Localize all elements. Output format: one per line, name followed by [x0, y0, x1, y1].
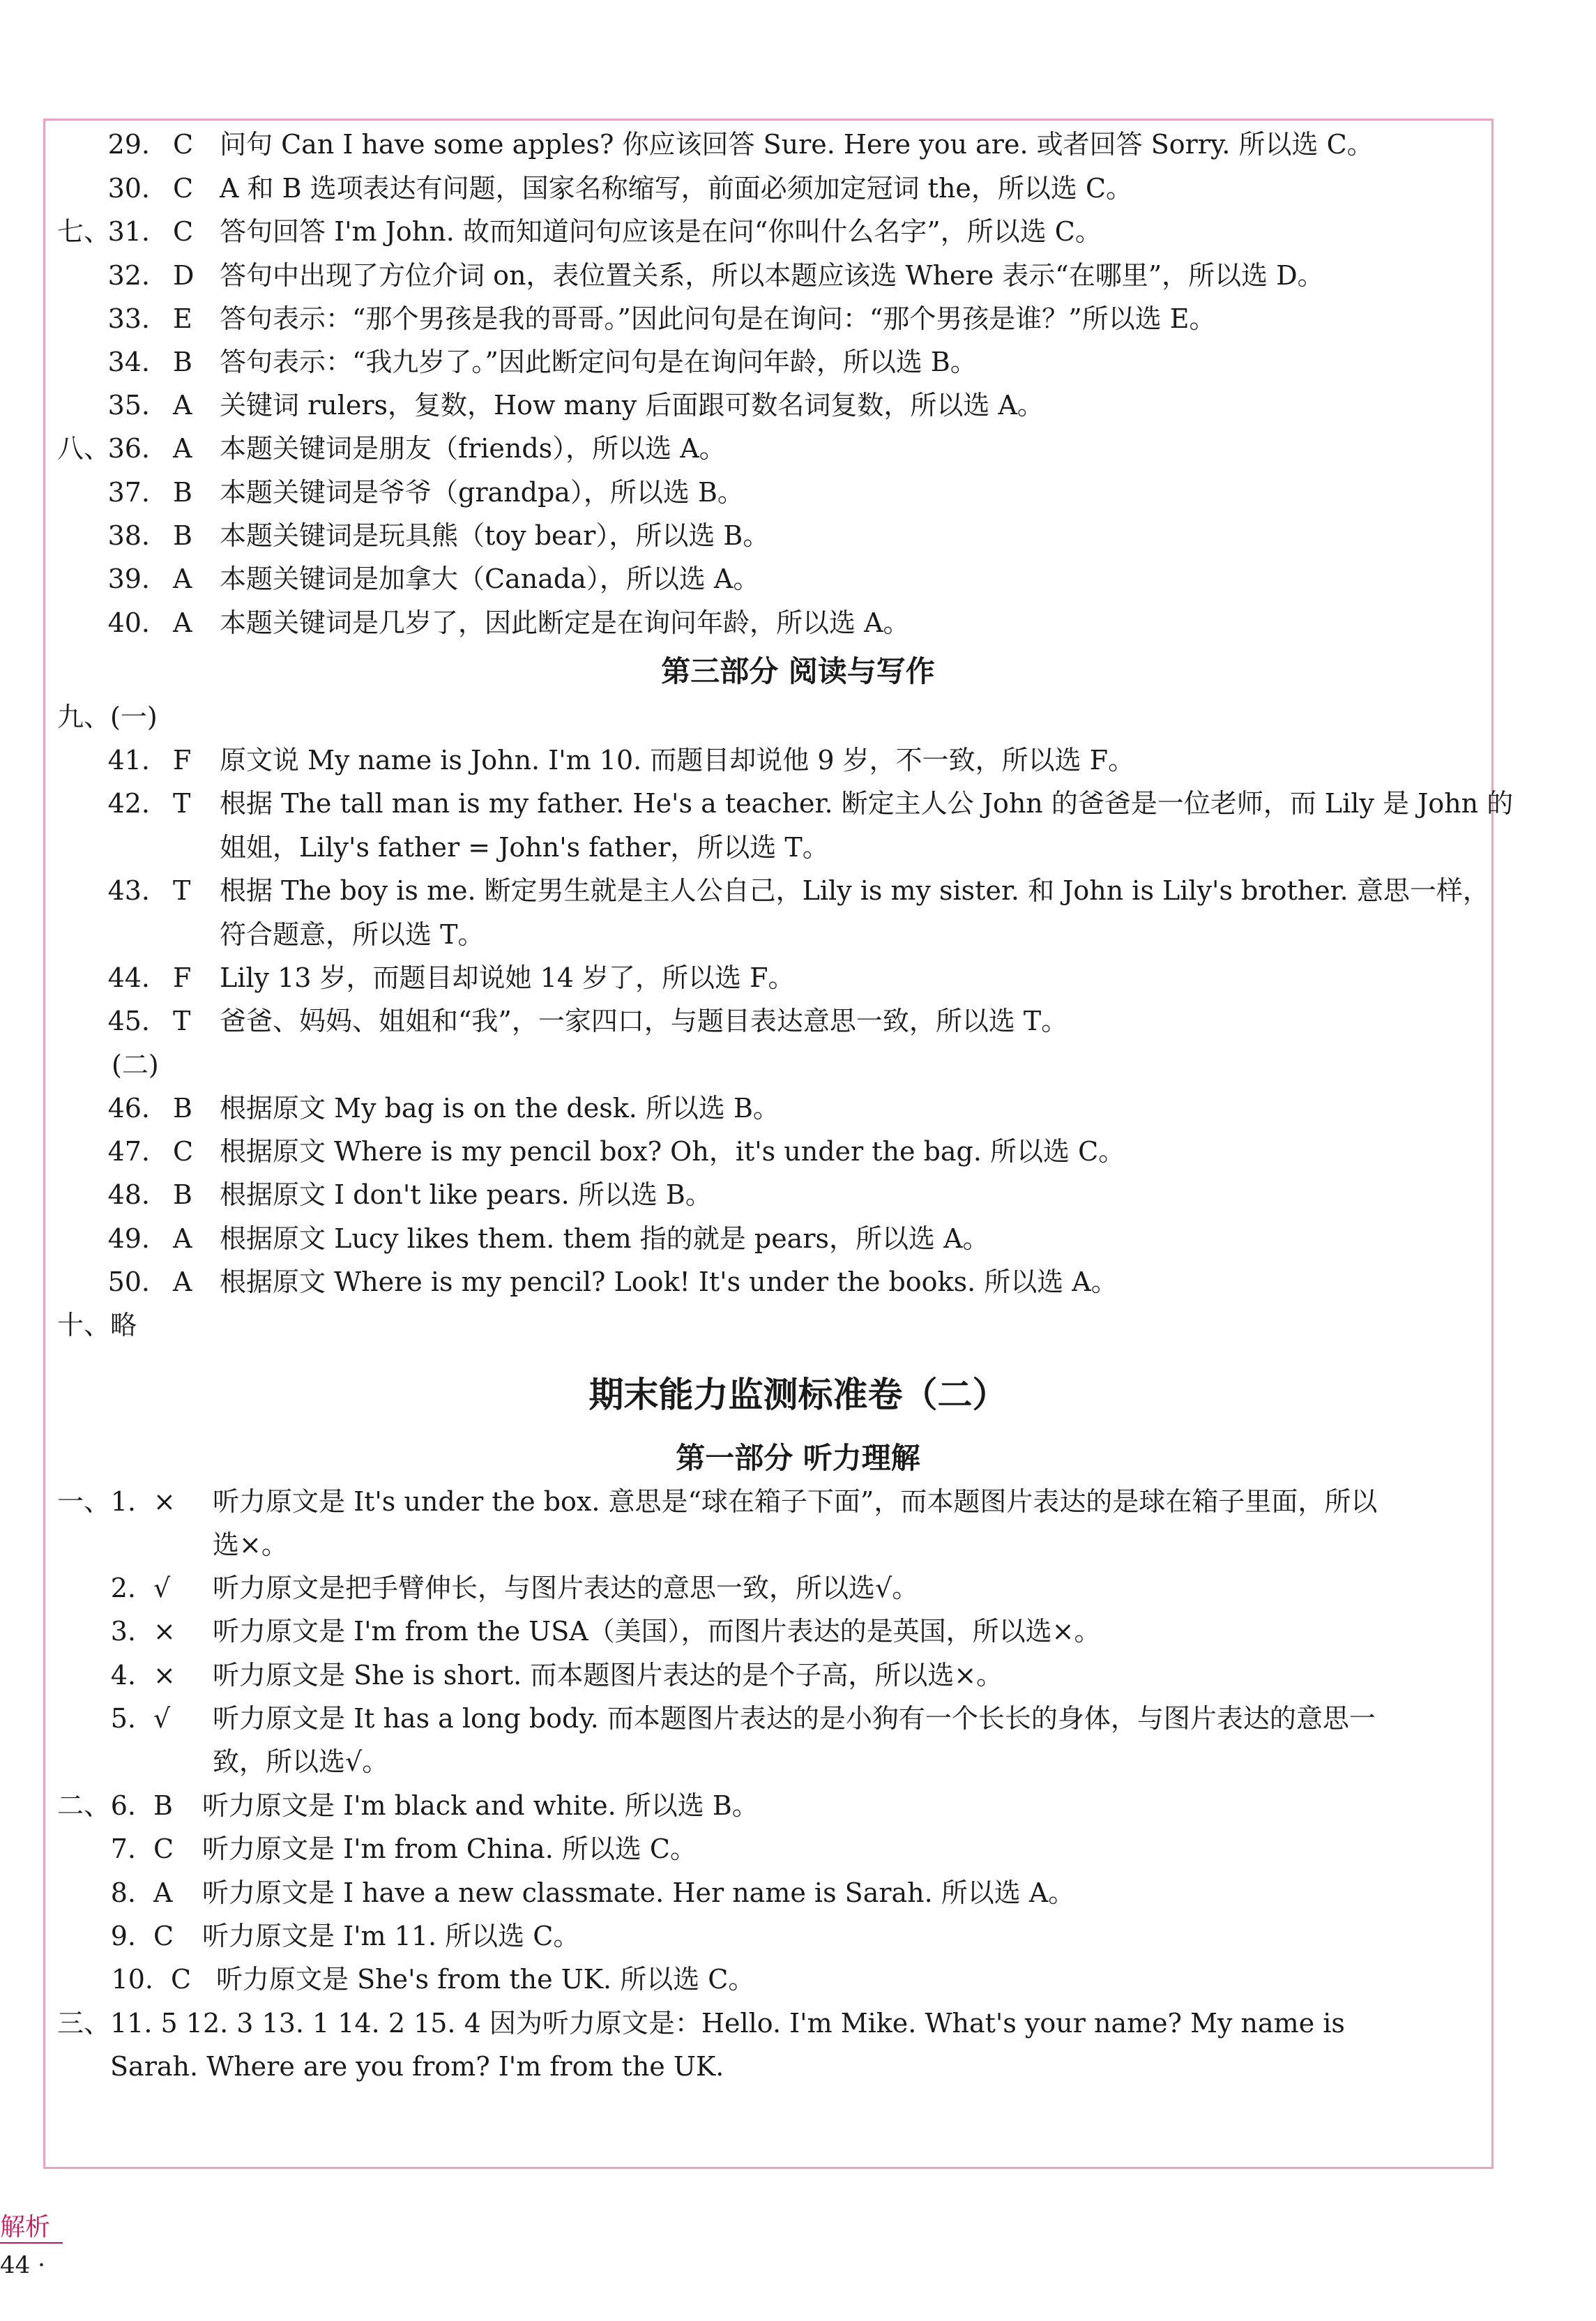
answer-key: C — [173, 1136, 194, 1167]
sub-section-label: (二) — [112, 1050, 159, 1080]
section-label: 三、 — [57, 2008, 111, 2039]
explanation-text: 原文说 My name is John. I'm 10. 而题目却说他 9 岁，不一致，所以选 F。 — [220, 745, 1135, 776]
explanation-text: 问句 Can I have some apples? 你应该回答 Sure. Here you are. 或者回答 Sorry. 所以选 C。 — [220, 129, 1374, 160]
explanation-text: 本题关键词是几岁了，因此断定是在询问年龄，所以选 A。 — [220, 607, 910, 638]
explanation-text: 根据原文 Where is my pencil box? Oh，it's under the bag. 所以选 C。 — [220, 1136, 1125, 1167]
explanation-text: 听力原文是 I'm from China. 所以选 C。 — [202, 1834, 697, 1864]
explanation-text: 听力原文是 I'm from the USA（美国），而图片表达的是英国，所以选×。 — [213, 1616, 1101, 1647]
answer-key: × — [153, 1616, 176, 1647]
footer-label: 解析 — [0, 2213, 51, 2241]
answer-key: × — [153, 1660, 176, 1691]
answer-key: T — [173, 788, 191, 819]
explanation-text: Sarah. Where are you from? I'm from the UK. — [110, 2051, 724, 2082]
answer-key: A — [173, 390, 192, 421]
answer-key: A — [173, 607, 192, 638]
answer-key: A — [153, 1877, 173, 1908]
page-number: 44 · — [0, 2251, 45, 2279]
question-number: 48. — [107, 1179, 150, 1210]
question-number: 8. — [110, 1877, 136, 1908]
question-number: 36. — [107, 433, 150, 464]
answer-key: T — [173, 875, 191, 906]
question-number: 9. — [110, 1921, 136, 1951]
answer-key: A — [173, 433, 192, 464]
explanation-text: 听力原文是 I have a new classmate. Her name is Sarah. 所以选 A。 — [202, 1877, 1075, 1908]
footer-rule — [0, 2242, 63, 2244]
explanation-text: 听力原文是 I'm black and white. 所以选 B。 — [202, 1790, 759, 1821]
answer-key: B — [173, 520, 192, 551]
question-number: 1. — [110, 1486, 136, 1517]
section-label: 八、 — [57, 433, 111, 464]
question-number: 39. — [107, 564, 150, 594]
explanation-text: 根据原文 Where is my pencil? Look! It's under the books. 所以选 A。 — [220, 1267, 1118, 1297]
answer-key: B — [173, 1179, 192, 1210]
section-label: 一、 — [57, 1486, 111, 1517]
explanation-text: 答句表示：“我九岁了。”因此断定问句是在询问年龄，所以选 B。 — [220, 347, 977, 377]
explanation-text: 姐姐，Lily's father = John's father，所以选 T。 — [220, 832, 829, 863]
question-number: 44. — [107, 962, 150, 993]
answer-key: √ — [153, 1573, 171, 1603]
question-number: 30. — [107, 173, 150, 204]
answer-key: C — [173, 173, 194, 204]
answer-key: A — [173, 1267, 192, 1297]
explanation-text: 本题关键词是朋友（friends），所以选 A。 — [220, 433, 726, 464]
question-number: 2. — [110, 1573, 136, 1603]
question-number: 41. — [107, 745, 150, 776]
question-number: 40. — [107, 607, 150, 638]
explanation-text: 根据原文 I don't like pears. 所以选 B。 — [220, 1179, 712, 1210]
explanation-text: 根据原文 Lucy likes them. them 指的就是 pears，所以选 A。 — [220, 1223, 989, 1254]
answer-key: C — [153, 1921, 174, 1951]
explanation-text: 听力原文是 It has a long body. 而本题图片表达的是小狗有一个长长的身体，与图片表达的意思一 — [213, 1703, 1376, 1734]
explanation-text: 11. 5 12. 3 13. 1 14. 2 15. 4 因为听力原文是：Hello. I'm Mike. What's your name? My name is — [110, 2008, 1345, 2039]
answer-key: C — [173, 216, 194, 247]
explanation-text: 根据 The tall man is my father. He's a teacher. 断定主人公 John 的爸爸是一位老师，而 Lily 是 John 的 — [220, 788, 1514, 819]
section-heading: 第三部分 阅读与写作 — [661, 654, 935, 688]
answer-key: D — [173, 260, 195, 291]
answer-key: B — [173, 1093, 192, 1124]
explanation-text: 听力原文是 She's from the UK. 所以选 C。 — [216, 1964, 755, 1995]
answer-key: F — [173, 745, 192, 776]
answer-key: C — [173, 129, 194, 160]
section-label: 九、(一) — [57, 702, 158, 732]
explanation-text: 根据原文 My bag is on the desk. 所以选 B。 — [220, 1093, 780, 1124]
question-number: 47. — [107, 1136, 150, 1167]
answer-key: × — [153, 1486, 176, 1517]
explanation-text: 听力原文是 She is short. 而本题图片表达的是个子高，所以选×。 — [213, 1660, 1003, 1691]
question-number: 45. — [107, 1006, 150, 1036]
explanation-text: Lily 13 岁，而题目却说她 14 岁了，所以选 F。 — [220, 962, 795, 993]
question-number: 6. — [110, 1790, 136, 1821]
section-heading: 期末能力监测标准卷（二） — [588, 1375, 1008, 1415]
answer-key: √ — [153, 1703, 171, 1734]
question-number: 34. — [107, 347, 150, 377]
explanation-text: 听力原文是 I'm 11. 所以选 C。 — [202, 1921, 580, 1951]
explanation-text: 听力原文是把手臂伸长，与图片表达的意思一致，所以选√。 — [213, 1573, 919, 1603]
question-number: 4. — [110, 1660, 136, 1691]
section-label: 二、 — [57, 1790, 111, 1821]
question-number: 49. — [107, 1223, 150, 1254]
question-number: 29. — [107, 129, 150, 160]
explanation-text: 答句表示：“那个男孩是我的哥哥。”因此问句是在询问：“那个男孩是谁？”所以选 E。 — [220, 303, 1216, 334]
explanation-text: 符合题意，所以选 T。 — [220, 919, 485, 950]
explanation-text: 本题关键词是爷爷（grandpa），所以选 B。 — [220, 477, 744, 508]
section-label: 七、 — [57, 216, 111, 247]
question-number: 38. — [107, 520, 150, 551]
question-number: 42. — [107, 788, 150, 819]
question-number: 50. — [107, 1267, 150, 1297]
explanation-text: 根据 The boy is me. 断定男生就是主人公自己，Lily is my sister. 和 John is Lily's brother. 意思一样， — [220, 875, 1489, 906]
question-number: 46. — [107, 1093, 150, 1124]
question-number: 7. — [110, 1834, 136, 1864]
question-number: 31. — [107, 216, 150, 247]
explanation-text: A 和 B 选项表达有问题，国家名称缩写，前面必须加定冠词 the，所以选 C。 — [220, 173, 1133, 204]
answer-key: C — [153, 1834, 174, 1864]
answer-key: T — [173, 1006, 191, 1036]
answer-key: F — [173, 962, 192, 993]
answer-key: B — [173, 347, 192, 377]
answer-key: B — [173, 477, 192, 508]
answer-key: C — [171, 1964, 192, 1995]
explanation-text: 选×。 — [213, 1529, 288, 1560]
explanation-text: 致，所以选√。 — [213, 1746, 389, 1777]
question-number: 32. — [107, 260, 150, 291]
explanation-text: 听力原文是 It's under the box. 意思是“球在箱子下面”，而本题图片表达的是球在箱子里面，所以 — [213, 1486, 1378, 1517]
explanation-text: 本题关键词是加拿大（Canada），所以选 A。 — [220, 564, 760, 594]
question-number: 10. — [111, 1964, 153, 1995]
question-number: 33. — [107, 303, 150, 334]
answer-key: B — [153, 1790, 173, 1821]
question-number: 43. — [107, 875, 150, 906]
explanation-text: 答句中出现了方位介词 on，表位置关系，所以本题应该选 Where 表示“在哪里”，所以选 D。 — [220, 260, 1324, 291]
question-number: 3. — [110, 1616, 136, 1647]
question-number: 35. — [107, 390, 150, 421]
explanation-text: 爸爸、妈妈、姐姐和“我”，一家四口，与题目表达意思一致，所以选 T。 — [220, 1006, 1068, 1036]
question-number: 37. — [107, 477, 150, 508]
explanation-text: 本题关键词是玩具熊（toy bear），所以选 B。 — [220, 520, 770, 551]
answer-key: A — [173, 564, 192, 594]
answer-key: E — [173, 303, 192, 334]
answer-key: A — [173, 1223, 192, 1254]
explanation-text: 答句回答 I'm John. 故而知道问句应该是在问“你叫什么名字”，所以选 C。 — [220, 216, 1102, 247]
question-number: 5. — [110, 1703, 136, 1734]
section-heading: 第一部分 听力理解 — [676, 1441, 920, 1475]
explanation-text: 关键词 rulers，复数，How many 后面跟可数名词复数，所以选 A。 — [220, 390, 1044, 421]
section-label: 十、略 — [57, 1310, 137, 1340]
